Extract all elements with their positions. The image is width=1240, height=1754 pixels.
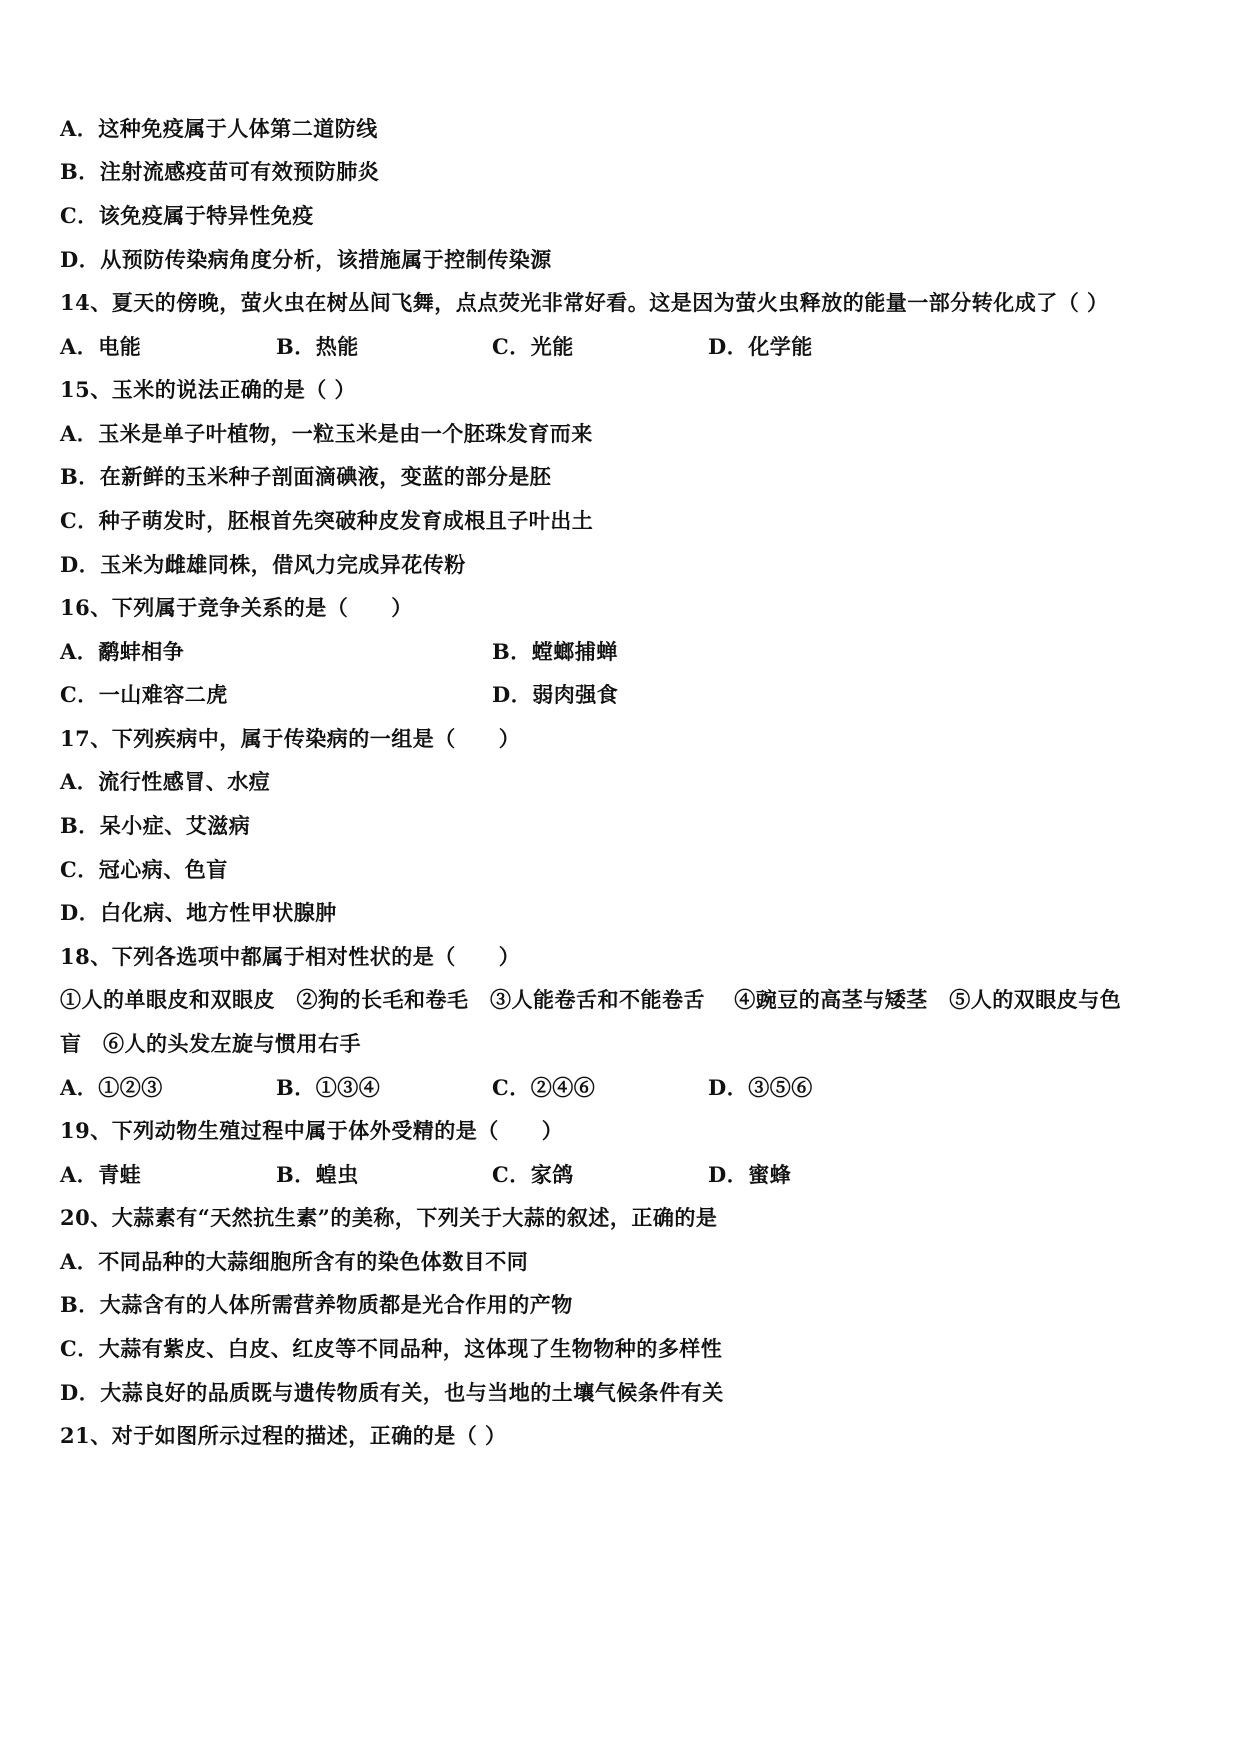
q20-option-a: A．不同品种的大蒜细胞所含有的染色体数目不同 bbox=[60, 1249, 529, 1274]
q18-items-line-1: ①人的单眼皮和双眼皮 ②狗的长毛和卷毛 ③人能卷舌和不能卷舌 ④豌豆的高茎与矮茎 ⑤人的双眼皮与色 bbox=[60, 987, 1122, 1012]
q15-option-b: B．在新鲜的玉米种子剖面滴碘液，变蓝的部分是胚 bbox=[60, 464, 552, 489]
q21-stem: 21、对于如图所示过程的描述，正确的是（ ） bbox=[60, 1423, 507, 1448]
q14-option-d: D．化学能 bbox=[708, 334, 813, 359]
q18-option-a: A．①②③ bbox=[60, 1075, 163, 1100]
q16-option-b: B．螳螂捕蝉 bbox=[492, 639, 618, 664]
q16-option-a: A．鹬蚌相争 bbox=[60, 639, 185, 664]
q14-option-a: A．电能 bbox=[60, 334, 142, 359]
q18-option-d: D．③⑤⑥ bbox=[708, 1075, 813, 1100]
q17-option-b: B．呆小症、艾滋病 bbox=[60, 813, 251, 838]
q20-option-b: B．大蒜含有的人体所需营养物质都是光合作用的产物 bbox=[60, 1292, 573, 1317]
q15-option-d: D．玉米为雌雄同株，借风力完成异花传粉 bbox=[60, 552, 466, 577]
q19-option-d: D．蜜蜂 bbox=[708, 1162, 792, 1187]
q14-option-b: B．热能 bbox=[276, 334, 359, 359]
q19-option-b: B．蝗虫 bbox=[276, 1162, 359, 1187]
q13-option-d: D．从预防传染病角度分析，该措施属于控制传染源 bbox=[60, 247, 552, 272]
q17-option-a: A．流行性感冒、水痘 bbox=[60, 769, 271, 794]
q18-option-c: C．②④⑥ bbox=[492, 1075, 596, 1100]
q19-option-a: A．青蛙 bbox=[60, 1162, 142, 1187]
q14-stem: 14、夏天的傍晚，萤火虫在树丛间飞舞，点点荧光非常好看。这是因为萤火虫释放的能量一部分转化成了（ ） bbox=[60, 290, 1109, 315]
q16-stem: 16、下列属于竞争关系的是（ ） bbox=[60, 595, 413, 620]
q18-option-b: B．①③④ bbox=[276, 1075, 381, 1100]
q17-stem: 17、下列疾病中，属于传染病的一组是（ ） bbox=[60, 726, 521, 751]
q14-option-c: C．光能 bbox=[492, 334, 574, 359]
q20-stem: 20、大蒜素有“天然抗生素”的美称，下列关于大蒜的叙述，正确的是 bbox=[60, 1205, 718, 1230]
q15-option-c: C．种子萌发时，胚根首先突破种皮发育成根且子叶出土 bbox=[60, 508, 594, 533]
q15-option-a: A．玉米是单子叶植物，一粒玉米是由一个胚珠发育而来 bbox=[60, 421, 593, 446]
q13-option-c: C．该免疫属于特异性免疫 bbox=[60, 203, 314, 228]
q18-stem: 18、下列各选项中都属于相对性状的是（ ） bbox=[60, 944, 521, 969]
q18-items-line-2: 盲 ⑥人的头发左旋与惯用右手 bbox=[60, 1031, 361, 1056]
q20-option-c: C．大蒜有紫皮、白皮、红皮等不同品种，这体现了生物物种的多样性 bbox=[60, 1336, 723, 1361]
q16-option-c: C．一山难容二虎 bbox=[60, 682, 228, 707]
q17-option-c: C．冠心病、色盲 bbox=[60, 857, 228, 882]
q15-stem: 15、玉米的说法正确的是（ ） bbox=[60, 377, 357, 402]
q19-stem: 19、下列动物生殖过程中属于体外受精的是（ ） bbox=[60, 1118, 564, 1143]
q13-option-a: A．这种免疫属于人体第二道防线 bbox=[60, 116, 378, 141]
q13-option-b: B．注射流感疫苗可有效预防肺炎 bbox=[60, 159, 380, 184]
q19-option-c: C．家鸽 bbox=[492, 1162, 574, 1187]
q20-option-d: D．大蒜良好的品质既与遗传物质有关，也与当地的土壤气候条件有关 bbox=[60, 1380, 724, 1405]
q16-option-d: D．弱肉强食 bbox=[492, 682, 619, 707]
q17-option-d: D．白化病、地方性甲状腺肿 bbox=[60, 900, 337, 925]
